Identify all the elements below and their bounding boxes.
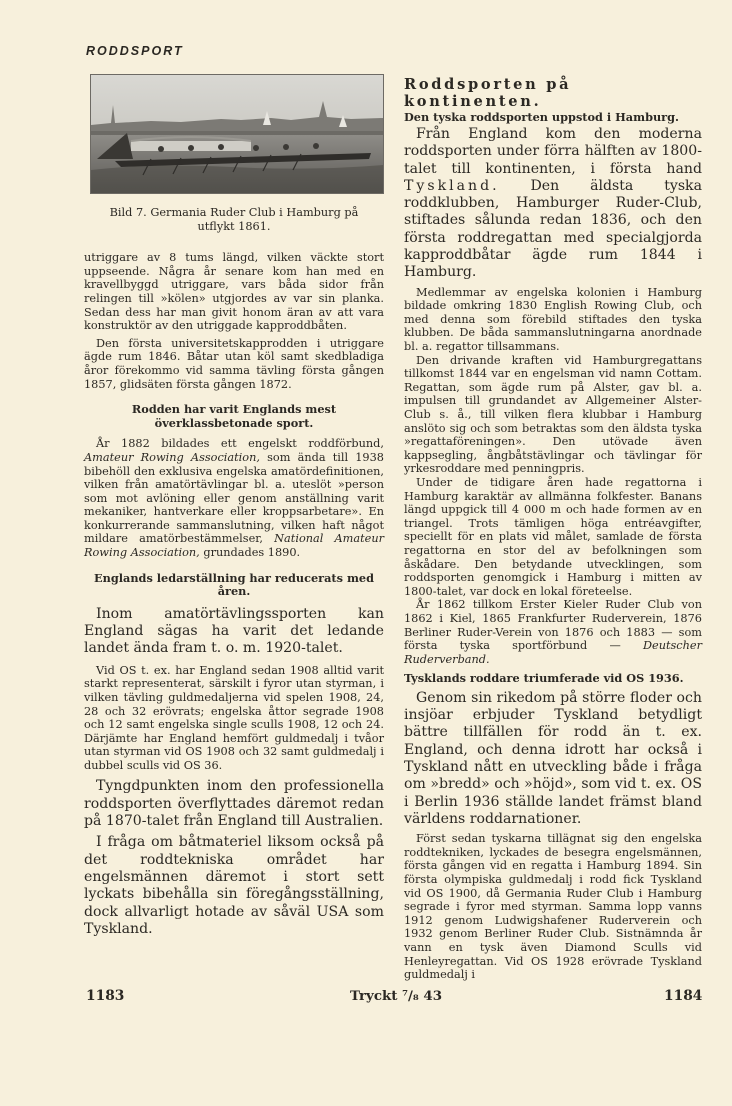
section-subtitle: Den tyska roddsporten uppstod i Hamburg. (404, 110, 679, 124)
left-paragraph-4: Inom amatörtävlingssporten kan England sägas ha varit det ledande landet ända fram t. o. m. 1920-talet. (84, 605, 384, 657)
text-segment: År 1882 bildades ett engelskt roddförbund, (96, 437, 384, 451)
left-heading-2: Englands ledarställning har reducerats med åren. (94, 570, 374, 599)
right-column (404, 76, 702, 982)
right-paragraph-2: Medlemmar av engelska kolonien i Hamburg bildade omkring 1830 English Rowing Club, och med denna som förebild stiftades den tyska klubben. De båda sammanslutningarna anordnade bl. a. regattor tillsammans. (404, 285, 702, 354)
rowing-photo-icon (90, 74, 384, 194)
italic-org-name: National Amateur Rowing Association, (84, 532, 385, 560)
left-column (84, 74, 384, 938)
right-paragraph-6: Genom sin rikedom på större floder och insjöar erbjuder Tyskland betydligt bättre tillfällen för rodd än t. ex. England, och denna idrott har också i Tyskland nått en utveckling både i fråga om »bredd» och »höjd», som vid t. ex. OS i Berlin 1936 ställde landet främst bland världens roddarnationer. (404, 689, 702, 827)
right-paragraph-3: Den drivande kraften vid Hamburgregattans tillkomst 1844 var en engelsman vid namn Cottam. Regattan, som ägde rum på Alster, gav bl. a. impulsen till grundandet av Allgemeiner Alster-Club s. å., till vilken flera klubbar i Hamburg anslöto sig och som betraktas som den äldsta tyska »regattaföreningen». Den utövade även kappsegling, ångbåtstävlingar och tävlingar för yrkesroddare med penningpris. (404, 353, 702, 476)
photo-caption: Bild 7. Germania Ruder Club i Hamburg på utflykt 1861. (109, 206, 359, 233)
page-number-right: 1184 (664, 988, 703, 1004)
right-heading-1: Tysklands roddare triumferade vid OS 1936. (404, 671, 684, 686)
right-paragraph-7: Först sedan tyskarna tillägnat sig den engelska roddtekniken, lyckades de besegra engelsmännen, första gången vid en regatta i Hamburg 1894. Sin första olympiska guldmedalj i rodd fick Tyskland vid OS 1900, då Germania Ruder Club i Hamburg segrade i fyror med styrman. Samma lopp vanns 1912 genom Ludwigshafener Ruderverein och 1932 genom Berliner Ruder Club. Sistnämnda år vann en tysk även Diamond Sculls vid Henleyregattan. Vid OS 1928 erövrade Tyskland guldmedalj i (404, 832, 702, 982)
right-paragraph-4: Under de tidigare åren hade regattorna i Hamburg karaktär av allmänna folkfester. Banans längd uppgick till 4 000 m och hade formen av en triangel. Trots tämligen höga entréavgifter, speciellt för en plats vid målet, samlade de första regattorna en stor del av befolkningen som åskådare. Den betydande utvecklingen, som roddsporten genomgick i Hamburg i mitten av 1800-talet, var dock en lokal företeelse. (404, 475, 702, 598)
left-paragraph-6: Tyngdpunkten inom den professionella roddsporten överflyttades däremot redan på 1870-talet från England till Australien. (84, 778, 384, 830)
text-segment: Den äldsta tyska roddklubben, Hamburger Ruder-Club, stiftades sålunda redan 1836, och den första roddregattan med specialgjorda kapproddbåtar ägde rum 1844 i Hamburg. (404, 177, 702, 281)
section-title: Roddsporten på kontinenten. (404, 76, 572, 110)
text-segment: Från England kom den moderna roddsporten under förra hälften av 1800-talet till kontinenten, i första hand (404, 126, 702, 177)
left-paragraph-2: Den första universitetskapprodden i utriggare ägde rum 1846. Båtar utan köl samt skedbladiga åror förekommo vid samma tävling första gången 1857, glidsäten första gången 1872. (84, 336, 384, 391)
left-paragraph-7: I fråga om båtmateriel liksom också på det roddtekniska området har engelsmännen däremot i stort sett lyckats bibehålla sin föregångsställning, dock allvarligt hotade av såväl USA som Tyskland. (84, 834, 384, 937)
print-mark: Tryckt ⁷/₈ 43 (350, 988, 443, 1004)
left-paragraph-3 (84, 437, 384, 559)
left-heading-1: Rodden har varit Englands mest överklassbetonade sport. (131, 402, 337, 430)
spaced-country-name: Tyskland. (404, 177, 500, 194)
running-head: RODDSPORT (86, 44, 184, 58)
text-segment: grundades 1890. (203, 546, 301, 560)
italic-org-name: Deutscher Ruderverband. (404, 639, 702, 666)
text-segment: som ända till 1938 bibehöll den exklusiva engelska amatördefinitionen, vilken från amatörtävlingar bl. a. uteslöt »person som mot avlöning eller genom anställning varit mekaniker, hantverkare eller kroppsarbetare». En konkurrerande sammanslutning, vilken haft något mildare amatörbestämmelser, (84, 450, 384, 546)
left-paragraph-5: Vid OS t. ex. har England sedan 1908 alltid varit starkt representerat, särskilt i fyror utan styrman, i vilken tävling guldmedaljerna vid spelen 1908, 24, 28 och 32 erövrats; engelska åttor segrade 1908 och 12 samt engelska single sculls 1908, 12 och 24. Därjämte har England hemfört guldmedalj i tvåor utan styrman vid OS 1908 och 32 samt guldmedalj i dubbel sculls vid OS 36. (84, 663, 384, 772)
right-paragraph-1 (404, 126, 702, 282)
page-number-left: 1183 (86, 988, 125, 1004)
text-segment: År 1862 tillkom Erster Kieler Ruder Club von 1862 i Kiel, 1865 Frankfurter Ruderverein, 1876 Berliner Ruder-Verein von 1876 och 1883 — som första tyska sportförbund — (404, 598, 702, 653)
left-paragraph-1: utriggare av 8 tums längd, vilken väckte stort uppseende. Några år senare kom han med en kravellbyggd utriggare, vars båda sidor från relingen till »kölen» utgjordes av var sin planka. Sedan dess har man givit honom äran av att vara konstruktör av den utriggade kapproddbåten. (84, 251, 384, 333)
italic-org-name: Amateur Rowing Association, (84, 450, 260, 464)
right-paragraph-5 (404, 598, 702, 666)
